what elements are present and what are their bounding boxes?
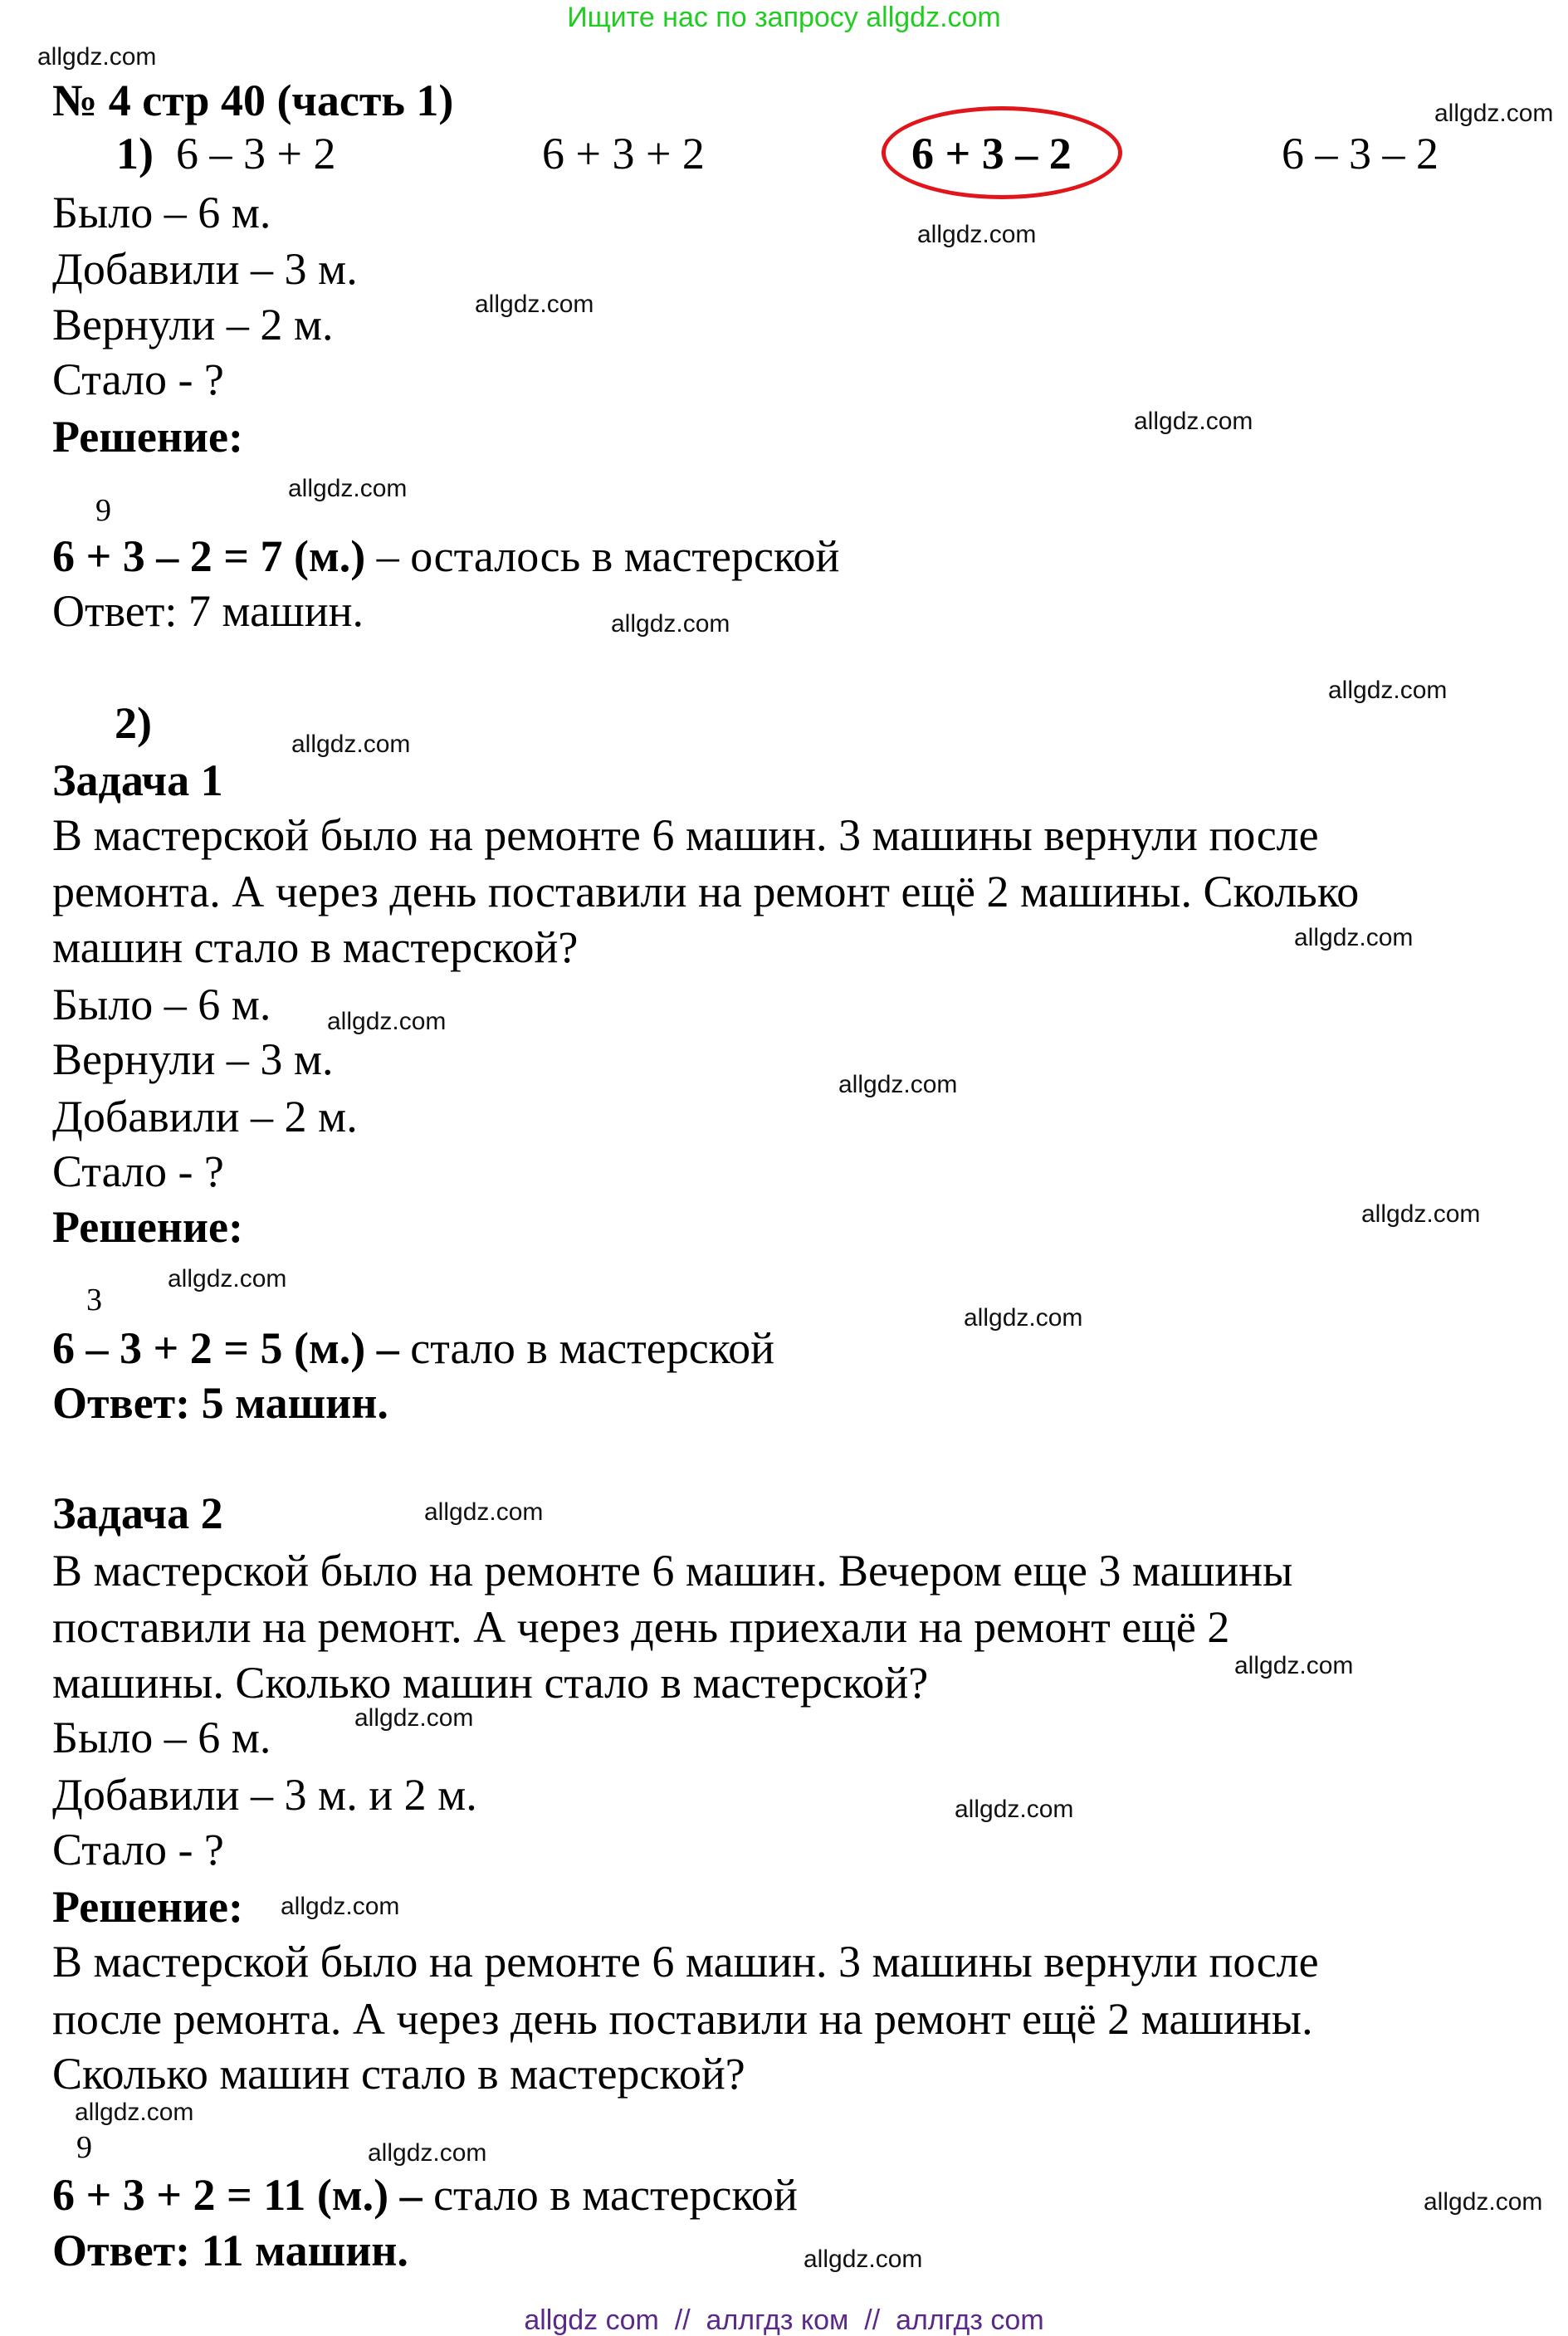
watermark: allgdz.com xyxy=(288,475,408,502)
task-text: В мастерской было на ремонте 6 машин. 3 машины вернули после xyxy=(52,810,1319,860)
watermark: allgdz.com xyxy=(1328,677,1448,704)
solution-label: Решение: xyxy=(52,1882,243,1932)
page-title: № 4 стр 40 (часть 1) xyxy=(52,76,454,125)
equation: 6 + 3 – 2 = 7 (м.) xyxy=(52,531,366,581)
equation: 6 + 3 + 2 = 11 (м.) – xyxy=(52,2170,423,2220)
solution-text: после ремонта. А через день поставили на ремонт ещё 2 машины. xyxy=(52,1994,1313,2044)
watermark: allgdz.com xyxy=(611,610,730,638)
equation-note: стало в мастерской xyxy=(398,1323,775,1373)
condition-line: Вернули – 2 м. xyxy=(52,300,334,349)
solution-label: Решение: xyxy=(52,412,243,462)
answer: Ответ: 11 машин. xyxy=(52,2226,408,2275)
condition-line: Было – 6 м. xyxy=(52,188,271,237)
equation-note: стало в мастерской xyxy=(422,2170,798,2220)
watermark: allgdz.com xyxy=(75,2099,194,2126)
task-text: машины. Сколько машин стало в мастерской? xyxy=(52,1658,929,1708)
watermark: allgdz.com xyxy=(37,43,157,71)
answer: Ответ: 5 машин. xyxy=(52,1378,388,1428)
watermark: allgdz.com xyxy=(964,1304,1083,1332)
watermark: allgdz.com xyxy=(1361,1200,1481,1228)
watermark: allgdz.com xyxy=(838,1071,958,1098)
equation: 6 – 3 + 2 = 5 (м.) – xyxy=(52,1323,399,1373)
solution-equation xyxy=(52,1323,775,1373)
condition-line: Стало - ? xyxy=(52,1146,224,1196)
task-text: ремонта. А через день поставили на ремонт ещё 2 машины. Сколько xyxy=(52,867,1360,916)
solution-label: Решение: xyxy=(52,1202,243,1252)
hint-number: 3 xyxy=(86,1283,102,1317)
condition-line: Стало - ? xyxy=(52,1825,224,1874)
watermark: allgdz.com xyxy=(354,1704,474,1732)
condition-line: Стало - ? xyxy=(52,354,224,404)
footer-links: allgdz com // аллгдз ком // аллгдз com xyxy=(524,2304,1044,2336)
condition-line: Вернули – 3 м. xyxy=(52,1034,334,1084)
condition-line: Было – 6 м. xyxy=(52,1713,271,1762)
watermark: allgdz.com xyxy=(475,291,594,318)
watermark: allgdz.com xyxy=(368,2139,487,2167)
watermark: allgdz.com xyxy=(1294,924,1414,951)
task-title: Задача 1 xyxy=(52,755,223,805)
part2-label: 2) xyxy=(115,698,152,748)
task-text: машин стало в мастерской? xyxy=(52,922,579,972)
condition-line: Добавили – 3 м. xyxy=(52,244,358,294)
watermark: allgdz.com xyxy=(1424,2188,1543,2216)
expression-option: 6 – 3 – 2 xyxy=(1282,129,1439,178)
watermark: allgdz.com xyxy=(1434,100,1554,127)
condition-line: Добавили – 2 м. xyxy=(52,1092,358,1141)
watermark: allgdz.com xyxy=(168,1265,287,1293)
hint-number: 9 xyxy=(95,493,111,528)
answer: Ответ: 7 машин. xyxy=(52,586,364,636)
part1-label: 1) xyxy=(116,129,154,178)
hint-number: 9 xyxy=(76,2130,92,2165)
task-text: В мастерской было на ремонте 6 машин. Вечером еще 3 машины xyxy=(52,1546,1293,1596)
solution-equation xyxy=(52,2170,798,2220)
expression-option: 6 – 3 + 2 xyxy=(176,129,336,178)
solution-text: Сколько машин стало в мастерской? xyxy=(52,2049,745,2099)
expression-option-selected: 6 + 3 – 2 xyxy=(911,129,1072,178)
task-title: Задача 2 xyxy=(52,1488,223,1538)
task-text: поставили на ремонт. А через день приехали на ремонт ещё 2 xyxy=(52,1602,1230,1652)
header-search-banner: Ищите нас по запросу allgdz.com xyxy=(567,2,1001,33)
solution-equation xyxy=(52,531,840,581)
condition-line: Добавили – 3 м. и 2 м. xyxy=(52,1770,477,1820)
expression-option: 6 + 3 + 2 xyxy=(542,129,705,178)
condition-line: Было – 6 м. xyxy=(52,980,271,1029)
watermark: allgdz.com xyxy=(917,221,1037,248)
watermark: allgdz.com xyxy=(327,1008,447,1035)
watermark: allgdz.com xyxy=(424,1498,544,1526)
watermark: allgdz.com xyxy=(291,731,411,758)
watermark: allgdz.com xyxy=(804,2246,923,2273)
solution-text: В мастерской было на ремонте 6 машин. 3 машины вернули после xyxy=(52,1937,1319,1987)
watermark: allgdz.com xyxy=(1134,408,1253,435)
equation-note: – осталось в мастерской xyxy=(365,531,840,581)
watermark: allgdz.com xyxy=(281,1893,400,1920)
watermark: allgdz.com xyxy=(955,1796,1074,1823)
watermark: allgdz.com xyxy=(1234,1652,1354,1679)
